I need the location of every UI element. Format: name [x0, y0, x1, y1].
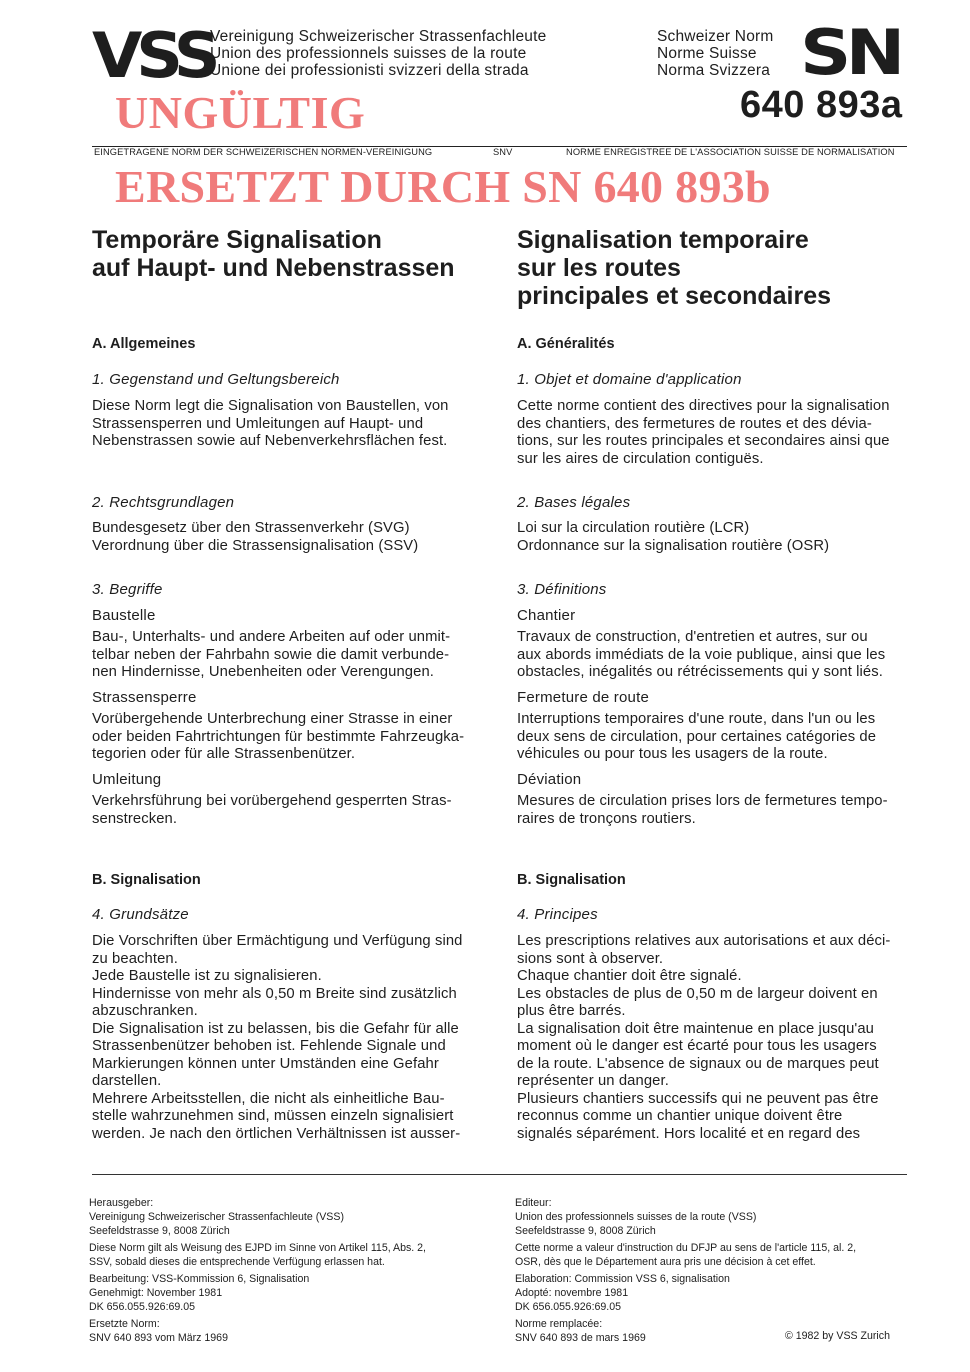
norm-name-it: Norma Svizzera [657, 62, 771, 79]
text-line: de la route. L'absence de signaux ou de marques peut [517, 1055, 879, 1072]
text-line: moment où le danger est écarté pour tous les usagers [517, 1038, 877, 1054]
text-line: signalés séparément. Hors localité et en regard des [517, 1125, 861, 1142]
subheading-principles-de: 4. Grundsätze [92, 906, 189, 923]
text-line: obstacles, inégalités ou rétrécissements qui y sont liés. [517, 664, 883, 680]
footer-line: Seefeldstrasse 9, 8008 Zürich [515, 1225, 656, 1237]
title-fr-line: principales et secondaires [517, 282, 832, 310]
title-fr [517, 226, 907, 310]
norm-name-de: Schweizer Norm [657, 28, 774, 45]
text-line: véhicules ou pour tous les usagers de la route. [517, 746, 828, 762]
footer-editing-de [89, 1272, 489, 1314]
text-line: Bau-, Unterhalts- und andere Arbeiten auf oder unmit- [92, 629, 451, 645]
title-de [92, 226, 482, 282]
text-line: Markierungen können unter Umständen eine Gefahr [92, 1055, 439, 1072]
term-road-closure-fr: Fermeture de route [517, 689, 649, 706]
footer-line: Editeur: [515, 1197, 552, 1209]
footer-fr [515, 1196, 915, 1348]
paragraph-principles-fr [517, 933, 907, 1143]
footer-editing-fr [515, 1272, 915, 1314]
association-name-fr: Union des professionnels suisses de la route [210, 45, 527, 62]
footer-line: Seefeldstrasse 9, 8008 Zürich [89, 1225, 230, 1237]
text-line: Chaque chantier doit être signalé. [517, 968, 742, 984]
text-line: Cette norme contient des directives pour la signalisation [517, 398, 890, 414]
text-line: Mesures de circulation prises lors de fermetures tempo- [517, 793, 888, 809]
paragraph-principles-de [92, 933, 482, 1143]
text-line: Plusieurs chantiers successifs qui ne peuvent pas être [517, 1090, 879, 1107]
footer-replaced-de [89, 1317, 489, 1345]
text-line: aux abords immédiats de la voie publique, ainsi que les [517, 646, 886, 663]
text-line: Nebenstrassen sowie auf Nebenverkehrsflächen fest. [92, 433, 448, 449]
text-line: sions sont à observer. [517, 950, 664, 967]
definition-chantier-fr [517, 629, 907, 682]
text-line: des chantiers, des fermetures de routes et des dévia- [517, 415, 872, 432]
text-line: Die Signalisation ist zu belassen, bis die Gefahr für alle [92, 1020, 459, 1037]
text-line: werden. Je nach den örtlichen Verhältnissen ist ausser- [92, 1125, 461, 1142]
paragraph-scope-fr [517, 398, 907, 468]
sn-logo: SN [800, 16, 900, 89]
text-line: Bundesgesetz über den Strassenverkehr (SVG) [92, 520, 410, 536]
norm-name-fr: Norme Suisse [657, 45, 757, 62]
subheading-scope-fr: 1. Objet et domaine d'application [517, 371, 742, 388]
footer-line: Elaboration: Commission VSS 6, signalisation [515, 1273, 730, 1285]
text-line: oder beiden Fahrtrichtungen für bestimmte Fahrzeugka- [92, 728, 465, 745]
footer-directive-fr [515, 1241, 915, 1269]
text-line: Mehrere Arbeitsstellen, die nicht als einheitliche Bau- [92, 1090, 445, 1107]
footer-line: SNV 640 893 de mars 1969 [515, 1332, 646, 1344]
association-name-de: Vereinigung Schweizerischer Strassenfachleute [210, 28, 547, 45]
norm-names [657, 28, 774, 79]
replaced-stamp: ERSETZT DURCH SN 640 893b [115, 161, 771, 212]
definition-road-closure-fr [517, 711, 907, 764]
paragraph-scope-de [92, 398, 482, 451]
text-line: deux sens de circulation, pour certaines catégories de [517, 728, 877, 745]
section-b-heading-fr: B. Signalisation [517, 872, 626, 888]
text-line: plus être barrés. [517, 1003, 626, 1019]
norm-number-suffix: a [880, 84, 903, 126]
text-line: tions, sur les routes principales et secondaires ainsi que [517, 433, 890, 449]
footer-line: Genehmigt: November 1981 [89, 1287, 223, 1299]
text-line: Verordnung über die Strassensignalisation (SSV) [92, 537, 419, 554]
text-line: stelle wahrzunehmen sind, müssen einzeln signalisiert [92, 1108, 454, 1124]
subheading-definitions-fr: 3. Définitions [517, 581, 607, 598]
subheading-legal-fr: 2. Bases légales [517, 494, 631, 511]
text-line: Interruptions temporaires d'une route, dans l'un ou les [517, 711, 876, 727]
title-de-line: auf Haupt- und Nebenstrassen [92, 254, 455, 282]
association-name-it: Unione dei professionisti svizzeri della strada [210, 62, 529, 79]
subheading-legal-de: 2. Rechtsgrundlagen [92, 494, 235, 511]
registered-label-snv: SNV [493, 147, 513, 157]
vss-logo: VSS [92, 19, 215, 92]
title-de-line: Temporäre Signalisation [92, 226, 382, 254]
definition-deviation-fr [517, 793, 907, 828]
definition-construction-site-de [92, 629, 482, 682]
text-line: telbar neben der Fahrbahn sowie die damit verbunde- [92, 646, 450, 663]
norm-number-main: 640 893 [740, 84, 881, 126]
footer-line: Adopté: novembre 1981 [515, 1287, 629, 1299]
footer-line: Vereinigung Schweizerischer Strassenfachleute (VSS) [89, 1211, 344, 1223]
text-line: nen Hindernisse, Unebenheiten oder Verengungen. [92, 664, 434, 680]
text-line: Ordonnance sur la signalisation routière (OSR) [517, 537, 830, 554]
text-line: reconnus comme un chantier unique doivent être [517, 1108, 843, 1124]
footer-line: OSR, dès que le Département aura pris une décision à cet effet. [515, 1256, 816, 1268]
norm-number [740, 84, 903, 127]
copyright: © 1982 by VSS Zurich [785, 1330, 890, 1342]
definition-road-closure-de [92, 711, 482, 764]
footer-line: DK 656.055.926:69.05 [89, 1301, 196, 1313]
footer-publisher-fr [515, 1196, 915, 1238]
term-construction-site-de: Baustelle [92, 607, 156, 624]
text-line: zu beachten. [92, 950, 178, 967]
footer-line: Bearbeitung: VSS-Kommission 6, Signalisation [89, 1273, 310, 1285]
text-line: Loi sur la circulation routière (LCR) [517, 520, 750, 536]
footer-publisher-de [89, 1196, 489, 1238]
text-line: Hindernisse von mehr als 0,50 m Breite sind zusätzlich [92, 985, 457, 1002]
term-detour-de: Umleitung [92, 771, 162, 788]
title-fr-line: sur les routes [517, 254, 681, 282]
text-line: darstellen. [92, 1073, 162, 1089]
text-line: Vorübergehende Unterbrechung einer Strasse in einer [92, 711, 453, 727]
association-names [210, 28, 546, 79]
footer-line: Cette norme a valeur d'instruction du DFJP au sens de l'article 115, al. 2, [515, 1242, 857, 1254]
section-a-heading-de: A. Allgemeines [92, 336, 196, 352]
text-line: Les prescriptions relatives aux autorisations et aux déci- [517, 933, 891, 949]
footer-line: SSV, sobald dieses die entsprechende Verfügung erlassen hat. [89, 1256, 385, 1268]
registered-label-de: EINGETRAGENE NORM DER SCHWEIZERISCHEN NORMEN-VEREINIGUNG [94, 147, 433, 157]
subheading-scope-de: 1. Gegenstand und Geltungsbereich [92, 371, 340, 388]
paragraph-legal-de [92, 520, 482, 555]
text-line: Travaux de construction, d'entretien et autres, sur ou [517, 629, 868, 645]
text-line: Strassensperren und Umleitungen auf Haupt- und [92, 415, 424, 432]
footer-rule [92, 1174, 907, 1175]
title-fr-line: Signalisation temporaire [517, 226, 809, 254]
term-deviation-fr: Déviation [517, 771, 582, 788]
text-line: Strassenbenützer behoben ist. Fehlende Signale und [92, 1038, 446, 1054]
footer-line: Norme remplacée: [515, 1318, 603, 1330]
text-line: tegorien oder für alle Strassenbenützer. [92, 746, 356, 762]
text-line: Diese Norm legt die Signalisation von Baustellen, von [92, 398, 449, 414]
registered-label-fr: NORME ENREGISTREE DE L'ASSOCIATION SUISSE DE NORMALISATION [566, 147, 895, 157]
text-line: La signalisation doit être maintenue en place jusqu'au [517, 1020, 875, 1037]
text-line: sur les aires de circulation contiguës. [517, 450, 764, 467]
footer-line: Diese Norm gilt als Weisung des EJPD im Sinne von Artikel 115, Abs. 2, [89, 1242, 426, 1254]
definition-detour-de [92, 793, 482, 828]
text-line: Les obstacles de plus de 0,50 m de largeur doivent en [517, 985, 878, 1002]
text-line: représenter un danger. [517, 1073, 669, 1089]
term-chantier-fr: Chantier [517, 607, 576, 624]
term-road-closure-de: Strassensperre [92, 689, 197, 706]
footer-line: Union des professionnels suisses de la route (VSS) [515, 1211, 757, 1223]
footer-de [89, 1196, 489, 1348]
subheading-terms-de: 3. Begriffe [92, 581, 163, 598]
text-line: abzuschranken. [92, 1003, 198, 1019]
text-line: Jede Baustelle ist zu signalisieren. [92, 968, 322, 984]
footer-directive-de [89, 1241, 489, 1269]
subheading-principles-fr: 4. Principes [517, 906, 598, 923]
text-line: Verkehrsführung bei vorübergehend gesperrten Stras- [92, 793, 452, 809]
footer-line: Ersetzte Norm: [89, 1318, 160, 1330]
footer-line: SNV 640 893 vom März 1969 [89, 1332, 228, 1344]
paragraph-legal-fr [517, 520, 907, 555]
invalid-stamp: UNGÜLTIG [115, 87, 366, 138]
text-line: raires de tronçons routiers. [517, 810, 696, 827]
text-line: Die Vorschriften über Ermächtigung und Verfügung sind [92, 933, 463, 949]
footer-line: Herausgeber: [89, 1197, 154, 1209]
section-a-heading-fr: A. Généralités [517, 336, 615, 352]
footer-line: DK 656.055.926:69.05 [515, 1301, 622, 1313]
section-b-heading-de: B. Signalisation [92, 872, 201, 888]
text-line: senstrecken. [92, 810, 178, 827]
